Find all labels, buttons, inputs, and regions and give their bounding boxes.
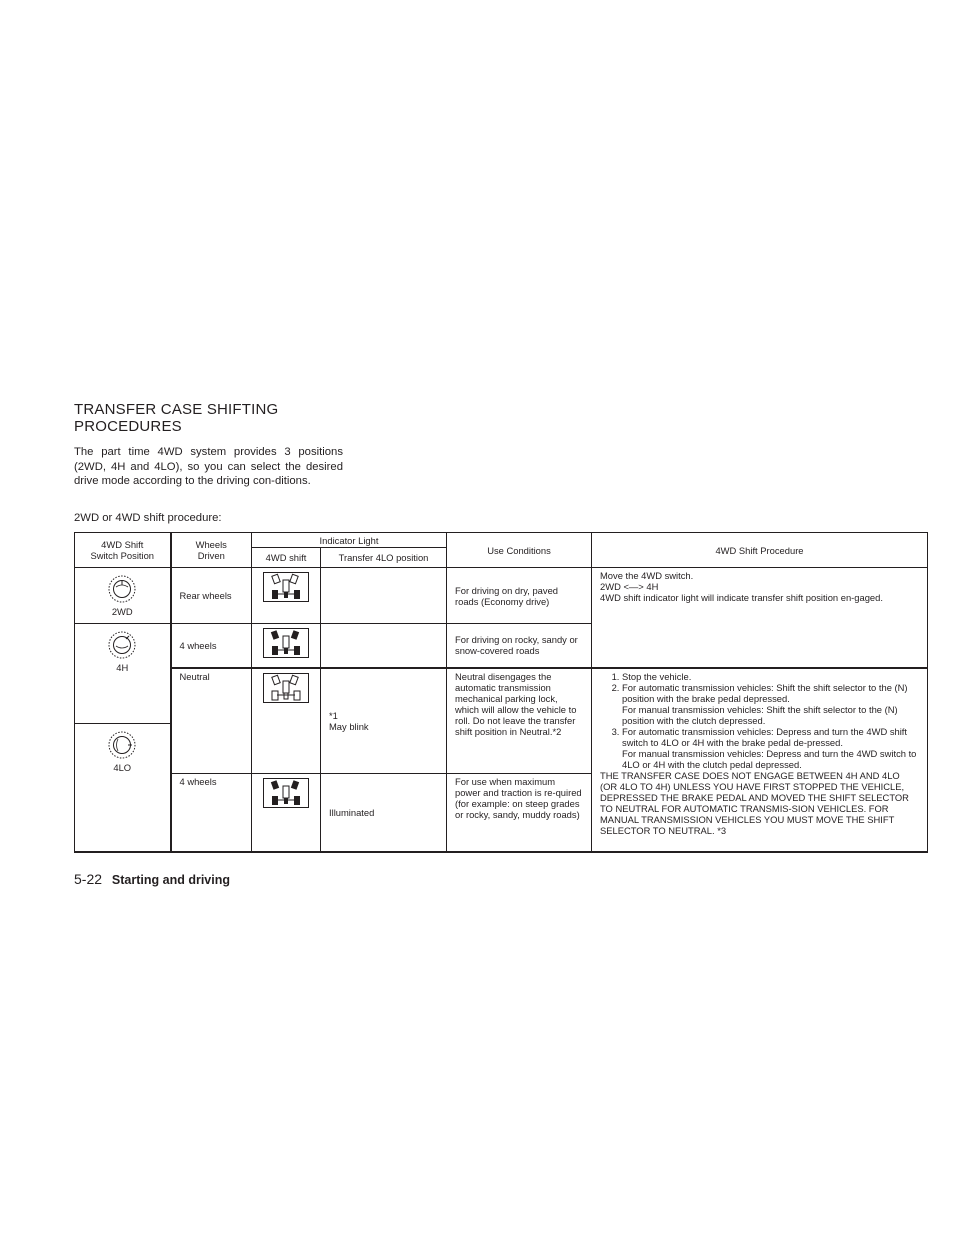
indicator-4wd-cell [252,668,321,774]
header-4wd-shift: 4WD shift [252,548,321,568]
wheels-driven-cell: Neutral [171,668,252,774]
indicator-4wd-cell [252,568,321,624]
transfer-4lo-cell [321,624,447,668]
indicator-2wd-icon [263,572,309,602]
header-use-conditions: Use Conditions [447,533,592,568]
procedure-line: 4WD shift indicator light will indicate transfer shift position en-gaged. [600,592,883,603]
procedure-warning: THE TRANSFER CASE DOES NOT ENGAGE BETWEEN 4H AND 4LO (OR 4LO TO 4H) UNLESS YOU HAVE FIRST STOPPED THE VEHICLE, DEPRESSED THE BRAKE PEDAL AND MOVED THE SHIFT SELECTOR TO NEUTRAL FOR AUTOMATIC TRANSMIS-SION VEHICLES. FOR MANUAL TRANSMISSION VEHICLES YOU MUST MOVE THE SHIFT SELECTOR TO NEUTRAL. *3 [600,769,909,836]
use-conditions-cell: For driving on dry, paved roads (Economy drive) [447,568,592,624]
transfer-4lo-cell [321,568,447,624]
position-label: 4LO [113,762,132,773]
use-conditions-cell: For use when maximum power and traction is re-quired (for example: on steep grades or rocky, sandy, muddy roads) [447,774,592,852]
shift-procedure-table [74,532,928,853]
indicator-4wd-cell [252,624,321,668]
position-4h-cell [75,624,171,724]
header-switch-position: 4WD Shift Switch Position [75,533,171,568]
wheels-driven-cell: Rear wheels [171,568,252,624]
procedure-step: 1. Stop the vehicle. [622,671,919,682]
title-line-2: PROCEDURES [74,418,182,435]
header-shift-procedure: 4WD Shift Procedure [592,533,928,568]
title-line-1: TRANSFER CASE SHIFTING [74,401,279,418]
position-2wd-cell [75,568,171,624]
transfer-4lo-cell: Illuminated [321,774,447,852]
position-label: 2WD [111,606,133,617]
use-conditions-cell: Neutral disengages the automatic transmission mechanical parking lock, which will allow the vehicle to roll. Do not leave the transfer shift position in Neutral.*2 [447,668,592,774]
footnote-mark: *1 [329,709,338,721]
header-transfer-4lo: Transfer 4LO position [321,548,447,568]
procedure-subheading: 2WD or 4WD shift procedure: [74,512,222,524]
indicator-4lo-icon [263,778,309,808]
page-title [74,401,278,435]
procedure-steps [600,671,919,770]
indicator-4wd-icon [263,628,309,658]
knob-4h-icon [107,630,137,660]
transfer-4lo-cell [321,668,447,774]
header-indicator-light: Indicator Light [252,533,447,548]
procedure-4h-4lo-cell [592,668,928,852]
position-label: 4H [116,662,129,673]
indicator-neutral-icon [263,673,309,703]
wheels-driven-cell: 4 wheels [171,774,252,852]
indicator-4wd-cell [252,774,321,852]
knob-2wd-icon [107,574,137,604]
wheels-driven-cell: 4 wheels [171,624,252,668]
position-4lo-cell [75,724,171,852]
page-number: 5-22 [74,871,103,887]
indicator-state: May blink [329,720,369,732]
header-wheels-driven: Wheels Driven [171,533,252,568]
procedure-line: 2WD <—> 4H [600,581,659,592]
procedure-line: Move the 4WD switch. [600,570,694,581]
section-name: Starting and driving [111,873,230,887]
intro-paragraph: The part time 4WD system provides 3 positions (2WD, 4H and 4LO), so you can select the desired drive mode according to the driving con-ditions. [74,446,343,488]
use-conditions-cell: For driving on rocky, sandy or snow-covered roads [447,624,592,668]
procedure-step: 2. For automatic transmission vehicles: Shift the shift selector to the (N) position with the brake pedal depressed. For manual transmission vehicles: Shift the shift selector to the (N) position with the clutch depressed. [622,682,919,726]
page-footer [74,871,230,887]
knob-4lo-icon [107,730,137,760]
procedure-step: 3. For automatic transmission vehicles: Depress and turn the 4WD shift switch to 4LO or 4H with the brake pedal de-pressed. For manual transmission vehicles: Depress and turn the 4WD switch to 4LO or 4H with the clutch pedal depressed. [622,726,919,770]
procedure-2wd-4h-cell [592,568,928,668]
